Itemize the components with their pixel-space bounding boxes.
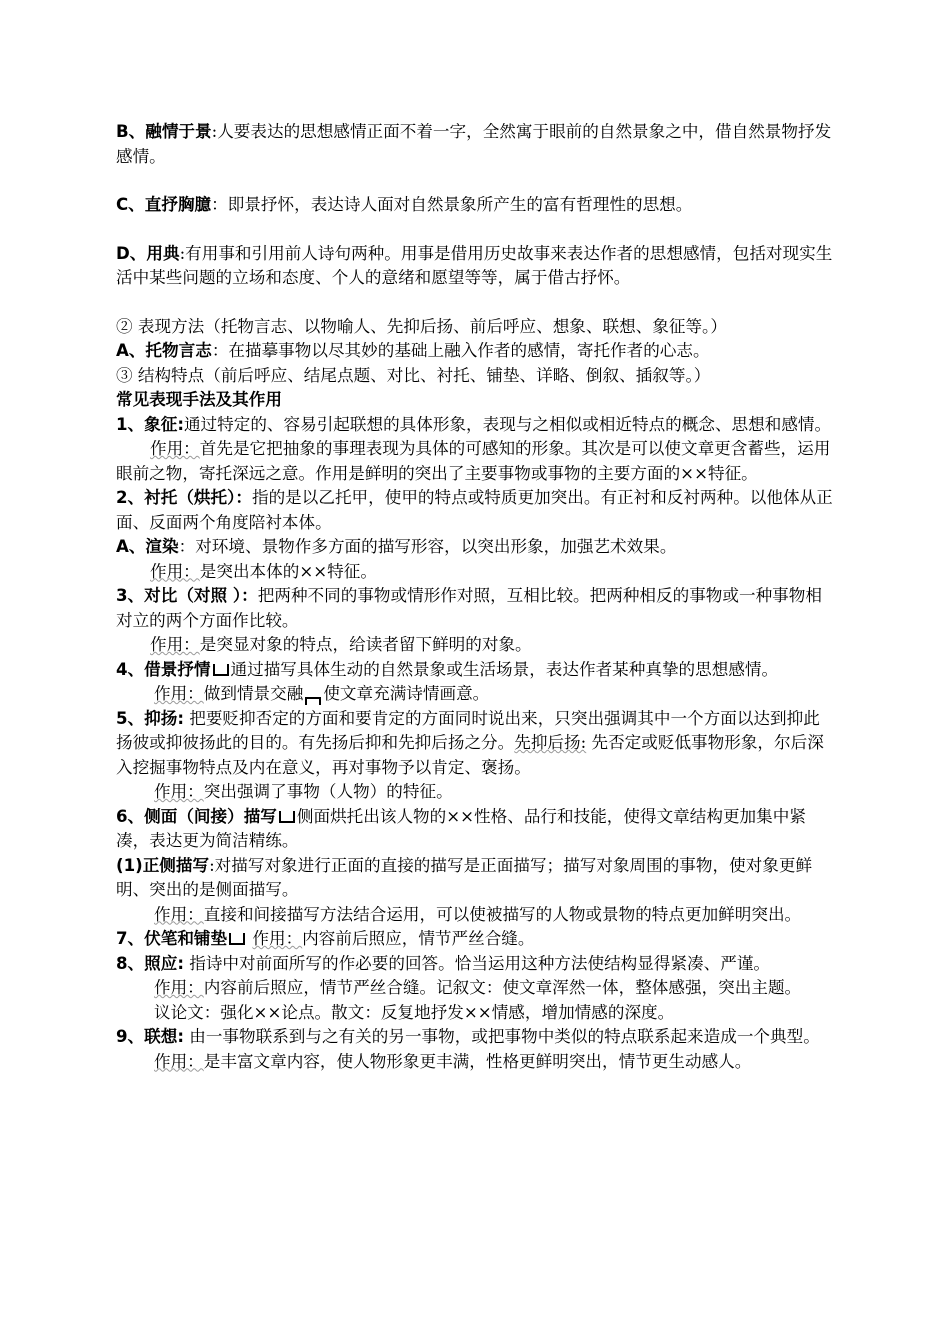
text-s4-effect-a: 做到情景交融 (203, 684, 304, 703)
text-s5-b: 先否定或贬低事物形象，尔后深入挖掘事物特点及内在意义，再对事物予以肯定、褒扬。 (116, 733, 824, 777)
effect-label: 作用： (252, 929, 303, 948)
para-s61-effect (116, 903, 835, 928)
text-sa: ：对环境、景物作多方面的描写形容，以突出形象，加强艺术效果。 (178, 537, 677, 556)
para-s8-effect (116, 976, 835, 1001)
para-s61 (116, 854, 835, 903)
text-s9: 由一事物联系到与之有关的另一事物，或把事物中类似的特点联系起来造成一个典型。 (183, 1027, 820, 1046)
para-s5 (116, 707, 835, 781)
para-s3-effect (116, 633, 835, 658)
para-d (116, 242, 835, 291)
para-method: ② 表现方法（托物言志、以物喻人、先抑后扬、前后呼应、想象、联想、象征等。） (116, 316, 727, 336)
para-s8 (116, 952, 835, 977)
effect-label: 作用： (154, 1051, 204, 1071)
heading-s4: 4、借景抒情 (116, 659, 211, 679)
text-c: ：即景抒怀，表达诗人面对自然景象所产生的富有哲理性的思想。 (211, 195, 693, 214)
heading-sa: A、渲染 (116, 537, 179, 556)
edit-mark-icon (213, 664, 229, 676)
para-s2 (116, 486, 835, 535)
text-s8-effect: 内容前后照应，情节严丝合缝。记叙文：使文章浑然一体，整体感强，突出主题。 (203, 978, 802, 997)
text-s1: 通过特定的、容易引起联想的具体形象，表现与之相似或相近特点的概念、思想和感情。 (183, 414, 832, 434)
edit-mark-icon (305, 697, 321, 705)
para-sa (116, 535, 835, 560)
para-a1 (116, 339, 835, 364)
text-s7-effect: 内容前后照应，情节严丝合缝。 (302, 929, 535, 948)
para-b (116, 120, 835, 169)
text-s3-effect: 是突显对象的特点，给读者留下鲜明的对象。 (199, 635, 532, 654)
effect-label: 作用： (154, 904, 204, 924)
heading-a1: A、托物言志 (116, 341, 212, 360)
heading-s1: 1、象征: (116, 414, 184, 434)
edit-mark-icon (229, 933, 245, 945)
text-s5-underlined: 先抑后扬: (514, 733, 587, 752)
text-s4: 通过描写具体生动的自然景象或生活场景，表达作者某种真挚的思想感情。 (230, 659, 779, 679)
effect-label: 作用： (150, 561, 200, 581)
para-s1-effect (116, 437, 835, 486)
heading-s7: 7、伏笔和铺垫 (116, 929, 228, 948)
text-s6: 侧面烘托出该人物的××性格、品行和技能，使得文章结构更加集中紧凑，表达更为简洁精练。 (116, 806, 806, 850)
text-s61-effect: 直接和间接描写方法结合运用，可以使被描写的人物或景物的特点更加鲜明突出。 (203, 904, 802, 924)
text-s8: 指诗中对前面所写的作必要的回答。恰当运用这种方法使结构显得紧凑、严谨。 (183, 953, 771, 973)
para-s9-effect (116, 1050, 835, 1075)
para-s9 (116, 1025, 835, 1050)
text-s5-a: 把要贬抑否定的方面和要肯定的方面同时说出来，只突出强调其中一个方面以达到抑此扬彼或抑彼扬此的目的。有先扬后抑和先抑后扬之分。 (116, 708, 820, 752)
para-s3 (116, 584, 835, 633)
para-sa-effect (116, 560, 835, 585)
text-a1: ：在描摹事物以尽其妙的基础上融入作者的感情，寄托作者的心志。 (211, 341, 710, 360)
effect-label: 作用： (150, 635, 200, 654)
heading-s8: 8、照应: (116, 953, 184, 973)
section-title: 常见表现手法及其作用 (116, 390, 282, 409)
para-s1 (116, 413, 835, 438)
text-d: :有用事和引用前人诗句两种。用事是借用历史故事来表达作者的思想感情，包括对现实生活中某些问题的立场和态度、个人的意绪和愿望等等，属于借古抒怀。 (116, 243, 833, 287)
text-s5-effect: 突出强调了事物（人物）的特征。 (203, 782, 453, 801)
text-b: :人要表达的思想感情正面不着一字，全然寓于眼前的自然景象之中，借自然景物抒发感情。 (116, 122, 832, 166)
para-s4 (116, 658, 835, 683)
heading-s6: 6、侧面（间接）描写 (116, 806, 277, 826)
effect-label: 作用： (154, 782, 204, 801)
heading-c: C、直抒胸臆 (116, 195, 212, 214)
text-s4-effect-b: 使文章充满诗情画意。 (323, 684, 490, 703)
para-s4-effect (116, 682, 835, 707)
heading-b: B、融情于景 (116, 122, 212, 141)
para-c (116, 193, 835, 218)
text-s61: :对描写对象进行正面的直接的描写是正面描写；描写对象周围的事物，使对象更鲜明、突出的是侧面描写。 (116, 855, 813, 899)
heading-s9: 9、联想: (116, 1027, 184, 1046)
para-s6 (116, 805, 835, 854)
heading-s3: 3、对比（对照 ）： (116, 586, 258, 605)
heading-s5: 5、抑扬: (116, 708, 184, 728)
heading-d: D、用典 (116, 243, 180, 263)
effect-label: 作用： (150, 439, 200, 458)
effect-label: 作用： (154, 978, 204, 997)
para-structure: ③ 结构特点（前后呼应、结尾点题、对比、衬托、铺垫、详略、倒叙、插叙等。） (116, 365, 711, 385)
para-s7 (116, 927, 835, 952)
heading-s61: (1)正侧描写 (116, 855, 210, 875)
text-s3: 把两种不同的事物或情形作对照，互相比较。把两种相反的事物或一种事物相对立的两个方面作比较。 (116, 586, 822, 630)
edit-mark-icon (279, 811, 295, 823)
para-s8-effect-2: 议论文：强化××论点。散文：反复地抒发××情感，增加情感的深度。 (154, 1002, 675, 1022)
text-s9-effect: 是丰富文章内容，使人物形象更丰满，性格更鲜明突出，情节更生动感人。 (203, 1051, 752, 1071)
para-s5-effect (116, 780, 835, 805)
heading-s2: 2、衬托（烘托）： (116, 488, 252, 507)
text-s1-effect: 首先是它把抽象的事理表现为具体的可感知的形象。其次是可以使文章更含蓄些，运用眼前之物，寄托深远之意。作用是鲜明的突出了主要事物或事物的主要方面的××特征。 (116, 439, 831, 483)
effect-label: 作用： (154, 684, 204, 703)
text-sa-effect: 是突出本体的××特征。 (199, 561, 377, 581)
text-s2: 指的是以乙托甲，使甲的特点或特质更加突出。有正衬和反衬两种。以他体从正面、反面两个角度陪衬本体。 (116, 488, 833, 532)
